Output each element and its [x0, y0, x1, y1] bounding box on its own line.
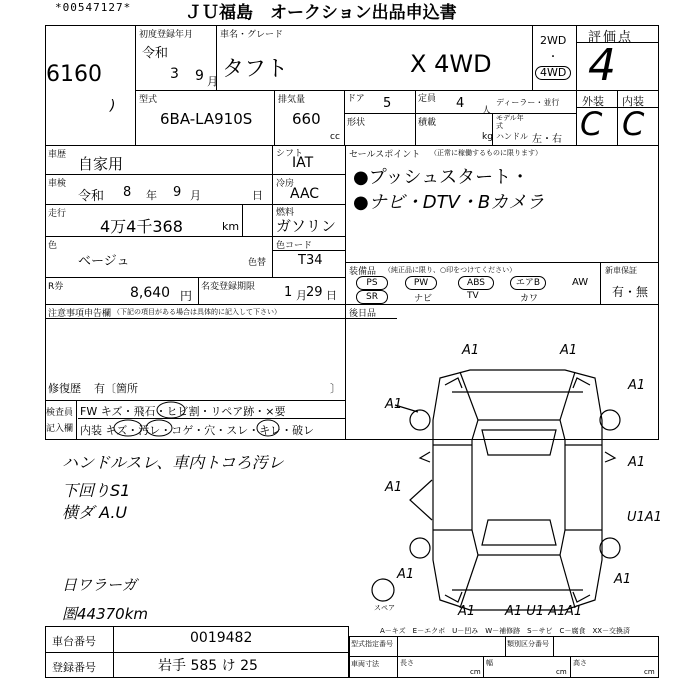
category-number-label: 類別区分番号 — [507, 640, 549, 648]
handwritten-note: ハンドルスレ、車内トコろ汚レ — [62, 453, 284, 472]
doors-value: 5 — [383, 96, 392, 111]
registration-value: 岩手 585 け 25 — [158, 658, 258, 674]
registration-label: 登録番号 — [52, 661, 96, 674]
evaluation-label: 評価点 — [588, 30, 634, 45]
spare-label: スペア — [374, 604, 395, 612]
equipment-pw: PW — [405, 276, 437, 290]
diagram-mark: A1 — [385, 397, 403, 412]
frame-number-value: 0019482 — [190, 630, 253, 646]
deadline-month: 1 — [284, 285, 293, 300]
new-car-warranty-label: 新車保証 — [605, 266, 637, 275]
windshield-label: 後日品 — [349, 309, 377, 319]
color-label: 色 — [48, 241, 58, 251]
damage-legend: A－キズ E－エクボ U－凹み W－補修跡 S－サビ C－腐食 XX－交換済 — [380, 627, 631, 635]
model-grade: X 4WD — [410, 50, 492, 78]
color-value: ベージュ — [78, 254, 130, 269]
handwritten-note: 横ダ A.U — [62, 503, 128, 522]
width-label: 幅 — [486, 659, 493, 667]
lot-number: 6160 — [46, 62, 102, 87]
diagram-mark: U1A1 — [627, 510, 662, 525]
recycle-unit: 円 — [180, 289, 193, 303]
equipment-abs: ABS — [458, 276, 494, 290]
color-code-value: T34 — [298, 253, 323, 268]
interior-label: 内装 — [622, 95, 644, 108]
fuel-label: 燃料 — [276, 208, 295, 218]
equipment-label: 装備品 — [349, 267, 377, 277]
handwritten-note: 下回りS1 — [62, 481, 131, 500]
drive-dot: ・ — [548, 52, 558, 63]
fuel-value: ガソリン — [276, 217, 337, 235]
form-title: ＪＵ福島 オークション出品申込書 — [185, 3, 457, 23]
length-unit: cm — [470, 668, 481, 676]
inspection-year-unit: 年 — [146, 189, 157, 202]
evaluation-score: 4 — [588, 40, 616, 91]
diagram-mark: A1 — [385, 480, 403, 495]
first-registration-month: 9 — [195, 68, 204, 84]
diagram-mark: A1 U1 A1 — [505, 604, 566, 619]
history-value: 自家用 — [78, 155, 124, 173]
displacement-label: 排気量 — [278, 95, 306, 105]
equipment-tv: TV — [467, 291, 479, 301]
height-label: 高さ — [573, 659, 587, 667]
drive-2wd: 2WD — [540, 34, 567, 47]
dealer-label: ディーラー・並行 — [496, 98, 560, 107]
inspector-row-2: 内装 キズ・汚レ・コゲ・穴・スレ・キレ・破レ — [80, 424, 315, 437]
color-change-label: 色替 — [248, 258, 267, 268]
type-designation-label: 型式指定番号 — [351, 640, 393, 648]
doors-label: ドア — [347, 94, 365, 104]
height-unit: cm — [644, 668, 655, 676]
history-label: 車歴 — [48, 150, 67, 160]
deadline-day-unit: 日 — [326, 289, 337, 302]
length-label: 長さ — [400, 659, 414, 667]
load-unit: kg — [482, 132, 493, 142]
bottom-right-table — [349, 636, 659, 678]
aircon-value: AAC — [290, 186, 320, 202]
notes-note: （下記の項目がある場合は具体的に記入して下さい） — [113, 308, 281, 316]
exterior-label: 外装 — [582, 95, 604, 108]
recycle-value: 8,640 — [130, 285, 171, 301]
diagram-mark: A1 — [458, 604, 476, 619]
shape-label: 形状 — [347, 118, 366, 128]
color-code-label: 色コード — [276, 241, 313, 251]
equipment-sr: SR — [356, 290, 388, 304]
equipment-note: （純正品に限り、○印をつけてください） — [384, 266, 517, 274]
repair-close: 〕 — [330, 382, 341, 395]
interior-grade: C — [622, 105, 645, 143]
equipment-aw: AW — [572, 277, 589, 288]
recycle-label: R券 — [48, 282, 64, 292]
model-name: タフト — [222, 57, 289, 82]
repair-label: 修復歴 — [48, 382, 81, 395]
inspection-month: 9 — [173, 185, 182, 200]
diagram-mark: A1 — [397, 567, 415, 582]
capacity-unit: 人 — [482, 106, 492, 116]
warranty-value: 有・無 — [612, 285, 649, 299]
sales-points-note: （正常に稼働するものに限ります） — [430, 149, 542, 157]
inspector-row-1: FW キズ・飛石・ヒビ割・リペア跡・×要 — [80, 405, 286, 418]
mileage-label: 走行 — [48, 209, 67, 219]
equipment-airbag: エアB — [510, 276, 546, 290]
first-registration-month-unit: 月 — [207, 75, 218, 88]
notes-label: 注意事項申告欄 — [48, 309, 112, 319]
model-year-label: モデル年式 — [496, 114, 524, 130]
shift-label: シフト — [276, 149, 304, 159]
model-code-value: 6BA-LA910S — [160, 110, 253, 128]
handwritten-note: 日ワラーガ — [62, 576, 137, 594]
sales-points-label: セールスポイント — [349, 150, 421, 160]
mileage-unit: km — [222, 220, 240, 233]
handwritten-note: 圏44370km — [62, 605, 149, 623]
first-registration-label: 初度登録年月 — [139, 30, 194, 40]
equipment-leather: カワ — [520, 294, 539, 304]
diagram-mark: A1 — [628, 378, 646, 393]
inspector-label-2: 記入欄 — [46, 424, 74, 434]
deadline-month-unit: 月 — [296, 289, 307, 302]
vehicle-dimensions-label: 車両寸法 — [351, 660, 379, 668]
inspection-month-unit: 月 — [190, 189, 201, 202]
sales-point-2: ●ナビ・DTV・Bカメラ — [353, 192, 545, 213]
capacity-value: 4 — [456, 96, 465, 111]
name-change-label: 名変登録期限 — [201, 282, 256, 292]
shift-value: IAT — [292, 155, 314, 171]
repair-value: 有〔箇所 — [94, 382, 138, 395]
lot-paren: ) — [110, 98, 116, 114]
inspection-day-unit: 日 — [252, 189, 263, 202]
equipment-ps: PS — [356, 276, 388, 290]
diagram-mark: A1 — [565, 604, 583, 619]
capacity-label: 定員 — [418, 94, 437, 104]
sales-point-1: ●プッシュスタート・ — [353, 167, 530, 188]
handle-label: ハンドル — [496, 132, 528, 141]
model-code-label: 型式 — [139, 95, 158, 105]
displacement-value: 660 — [292, 110, 321, 128]
diagram-mark: A1 — [614, 572, 632, 587]
exterior-grade: C — [580, 105, 603, 143]
first-registration-era: 令和 — [142, 46, 169, 61]
inspection-label: 車検 — [48, 179, 67, 189]
drive-4wd-circled: 4WD — [535, 66, 571, 80]
deadline-day: 29 — [306, 285, 323, 300]
diagram-mark: A1 — [462, 343, 480, 358]
inspector-label-1: 検査員 — [46, 408, 74, 418]
diagram-mark: A1 — [628, 455, 646, 470]
inspection-era: 令和 — [78, 189, 105, 204]
width-unit: cm — [556, 668, 567, 676]
mileage-value: 4万4千368 — [100, 217, 183, 236]
first-registration-year: 3 — [170, 66, 179, 82]
frame-number-label: 車台番号 — [52, 635, 96, 648]
load-label: 積載 — [418, 118, 437, 128]
inspection-year: 8 — [123, 185, 132, 200]
serial-number: *00547127* — [55, 1, 132, 14]
diagram-mark: A1 — [560, 343, 578, 358]
aircon-label: 冷房 — [276, 179, 295, 189]
handle-value: 左・右 — [532, 134, 562, 145]
model-label: 車名・グレード — [220, 30, 284, 40]
displacement-unit: cc — [330, 132, 340, 142]
equipment-navi: ナビ — [414, 294, 433, 304]
